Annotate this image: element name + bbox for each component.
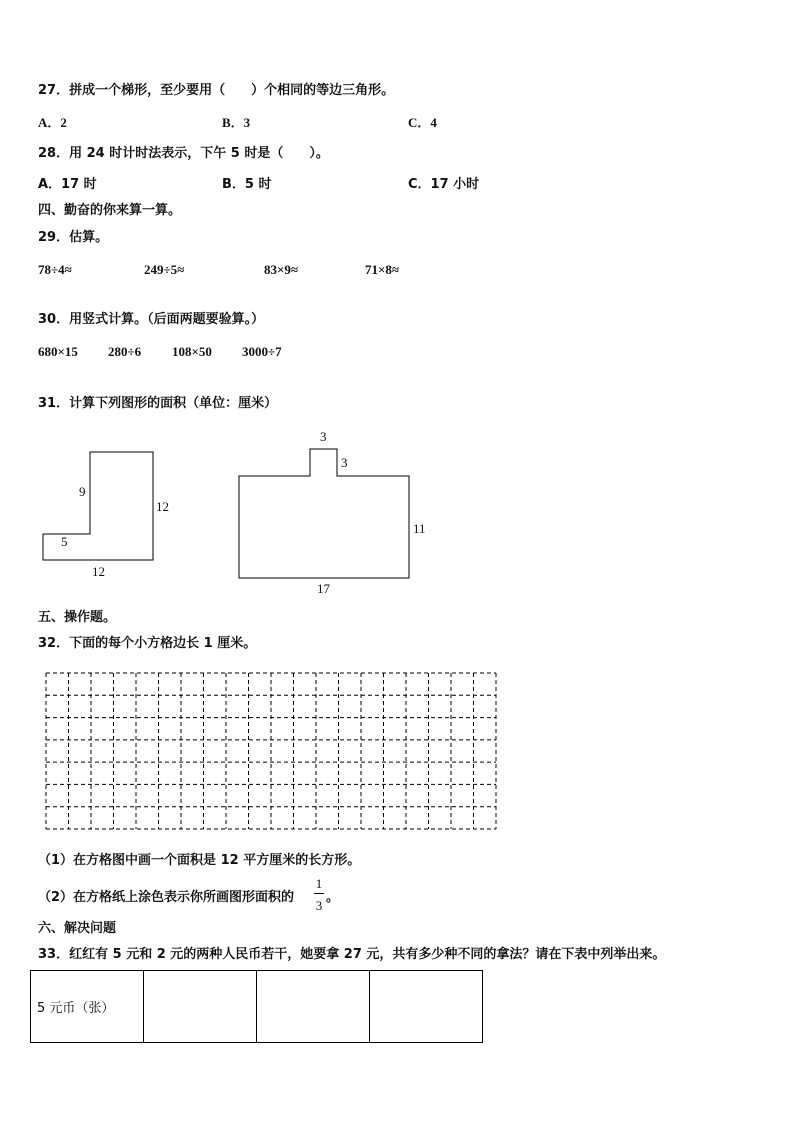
q30-item: 280÷6	[108, 344, 142, 359]
q33-stem: 33．红红有 5 元和 2 元的两种人民币若干，她要拿 27 元，共有多少种不同的拿法？请在下表中列举出来。	[38, 947, 666, 962]
table-row	[31, 971, 483, 1043]
q29-stem: 29．估算。	[38, 230, 109, 245]
q30-item: 108×50	[172, 344, 212, 359]
l-shape-label-notch: 5	[61, 534, 68, 549]
tab-shape-label-top: 3	[320, 429, 327, 444]
row-label: 5 元币（张）	[31, 971, 144, 1043]
fraction-denominator: 3	[315, 898, 323, 913]
table-cell[interactable]	[370, 971, 483, 1043]
square-grid[interactable]	[45, 672, 497, 830]
q30-stem: 30．用竖式计算。（后面两题要验算。）	[38, 312, 265, 327]
q27-option-a: A．2	[38, 115, 67, 130]
fraction-bar	[314, 893, 324, 894]
q28-option-b: B．5 时	[222, 177, 272, 192]
q32-part2-suffix: 。	[326, 890, 340, 905]
q27-stem: 27．拼成一个梯形，至少要用（ ）个相同的等边三角形。	[38, 83, 395, 98]
q30-item: 680×15	[38, 344, 78, 359]
table-cell[interactable]	[257, 971, 370, 1043]
l-shape-label-bottom: 12	[92, 564, 105, 579]
q27-option-c: C．4	[408, 115, 437, 130]
q29-item: 249÷5≈	[144, 262, 185, 277]
tab-shape-label-tab: 3	[341, 455, 348, 470]
q32-part1: （1）在方格图中画一个面积是 12 平方厘米的长方形。	[38, 853, 361, 868]
q32-part2-prefix: （2）在方格纸上涂色表示你所画图形面积的	[38, 890, 295, 905]
section-5-heading: 五、操作题。	[38, 610, 117, 625]
q29-item: 71×8≈	[365, 262, 400, 277]
l-shape-label-right: 12	[156, 499, 169, 514]
tab-shape-label-right: 11	[413, 521, 426, 536]
fraction-numerator: 1	[315, 876, 323, 891]
q29-item: 83×9≈	[264, 262, 299, 277]
q28-option-c: C．17 小时	[408, 177, 480, 192]
q32-stem: 32．下面的每个小方格边长 1 厘米。	[38, 636, 257, 651]
table-cell[interactable]	[144, 971, 257, 1043]
q27-option-b: B．3	[222, 115, 251, 130]
l-shape-label-left: 9	[79, 484, 86, 499]
section-6-heading: 六、解决问题	[38, 921, 117, 936]
tab-shape-label-bottom: 17	[317, 581, 330, 596]
section-4-heading: 四、勤奋的你来算一算。	[38, 203, 182, 218]
q30-item: 3000÷7	[242, 344, 282, 359]
q28-stem: 28．用 24 时计时法表示，下午 5 时是（ ）。	[38, 146, 329, 161]
q31-stem: 31．计算下列图形的面积（单位：厘米）	[38, 396, 278, 411]
q28-option-a: A．17 时	[38, 177, 97, 192]
q29-item: 78÷4≈	[38, 262, 72, 277]
answer-table	[30, 970, 483, 1043]
